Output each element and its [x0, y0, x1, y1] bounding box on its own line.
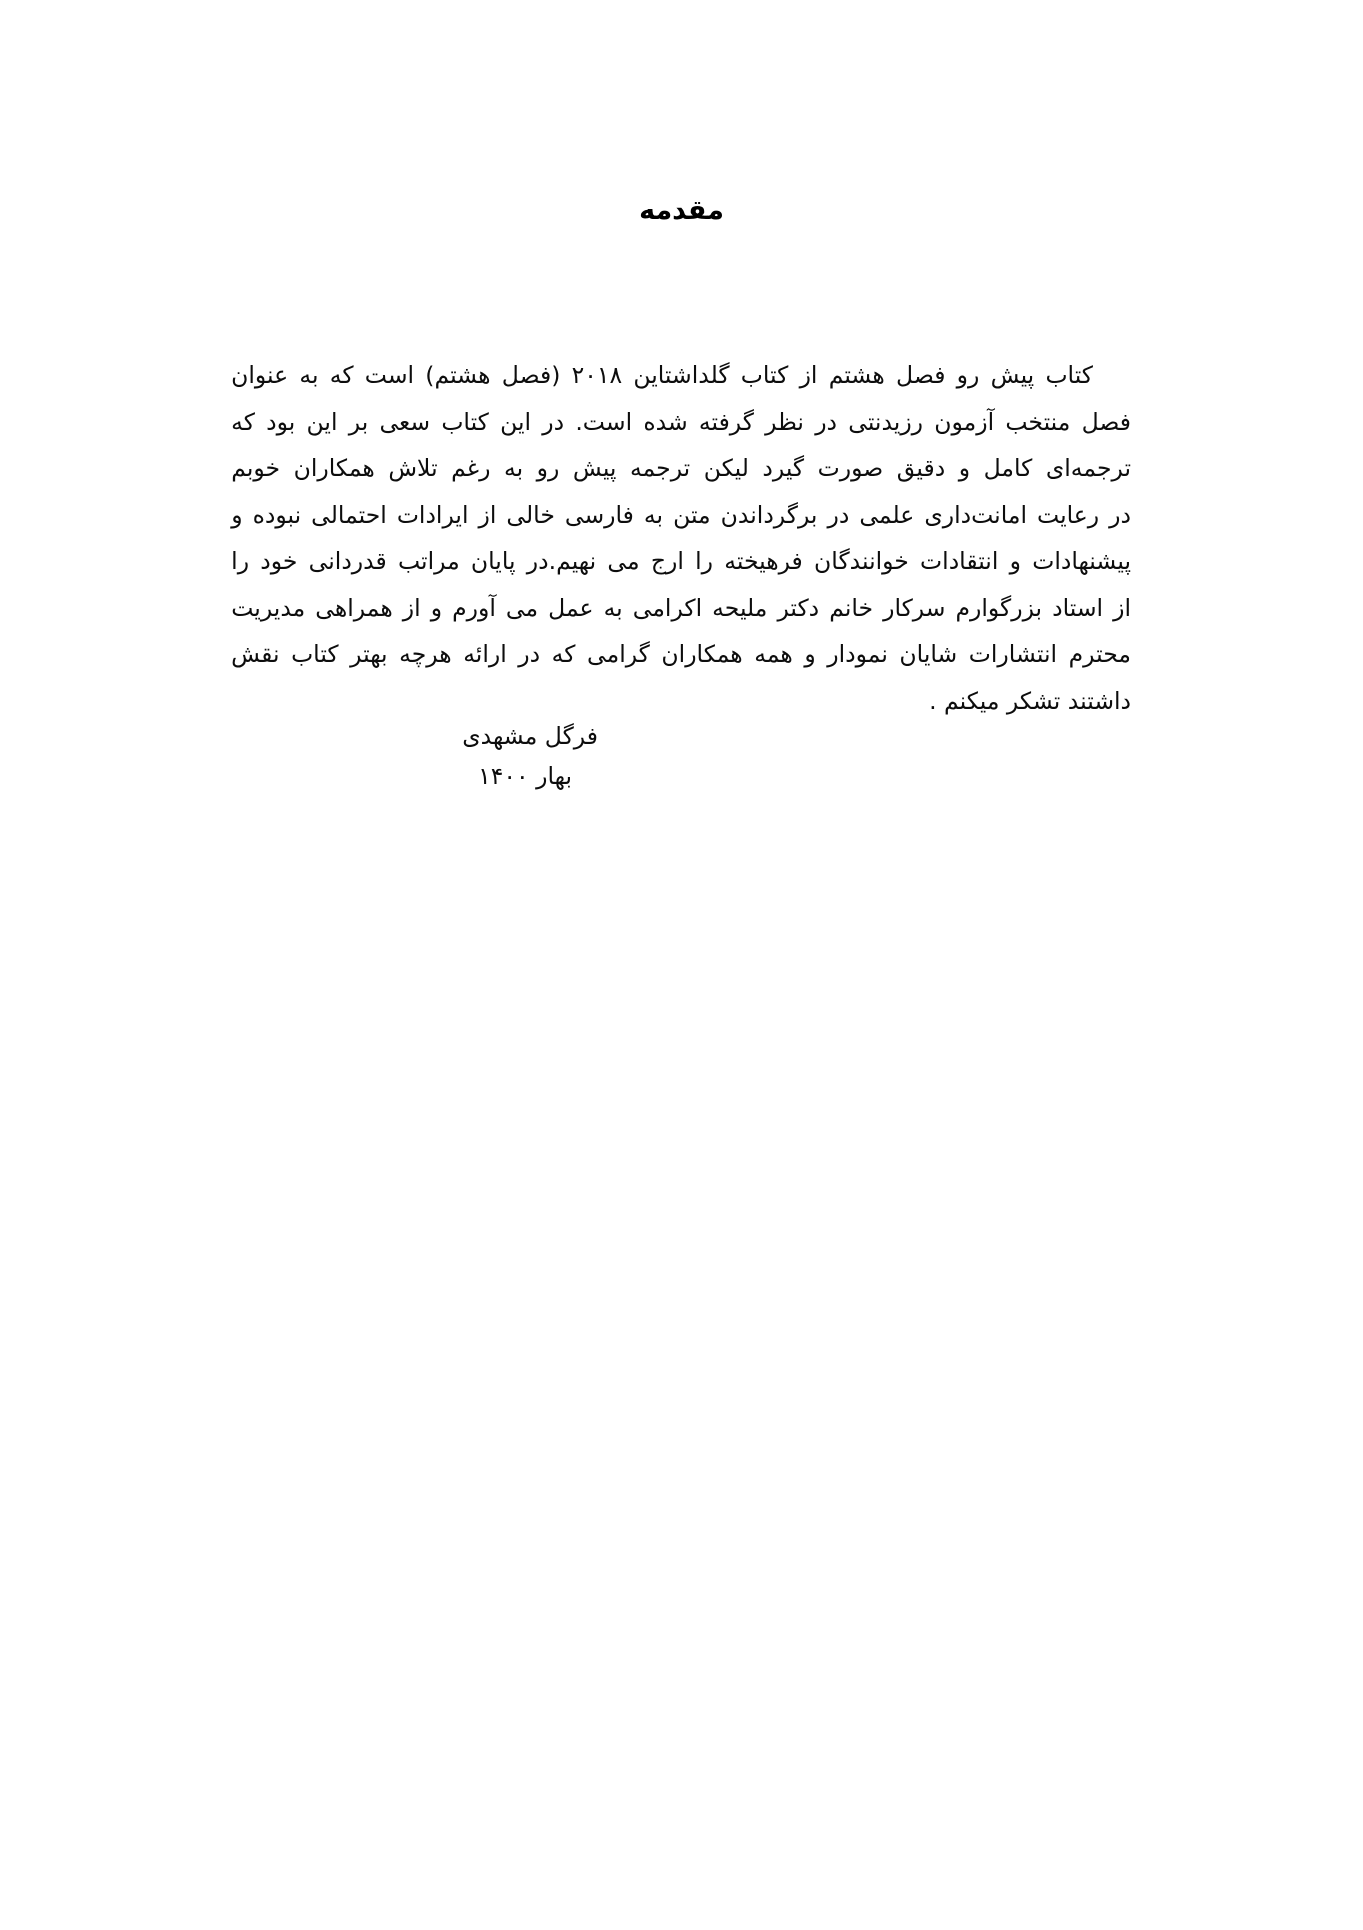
- paragraph-word: از: [402, 593, 421, 622]
- paragraph-word: و: [231, 500, 243, 529]
- paragraph-line: [231, 538, 1131, 585]
- paragraph-word: عنوان: [231, 361, 289, 389]
- paragraph-word: ملیحه: [712, 593, 768, 622]
- paragraph-word: است.: [575, 407, 633, 436]
- paragraph-word: و: [804, 640, 816, 668]
- paragraph-word: همکاران: [661, 640, 743, 668]
- paragraph-word: محترم: [1068, 640, 1131, 668]
- paragraph-word: برگرداندن: [720, 500, 818, 529]
- paragraph-word: خوبم: [231, 454, 281, 482]
- paragraph-word: ترجمه‌ای: [1045, 454, 1131, 482]
- paragraph-word: همکاران: [293, 454, 375, 482]
- paragraph-word: به: [643, 500, 664, 529]
- paragraph-word: کتاب: [291, 640, 339, 668]
- paragraph-word: اکرامی: [632, 593, 703, 622]
- paragraph-word: پیش: [572, 454, 617, 482]
- paragraph-word: سرکار: [883, 593, 946, 622]
- paragraph-word: در: [815, 407, 838, 436]
- paragraph-word: رو: [956, 361, 980, 389]
- paragraph-word: سعی: [379, 407, 431, 436]
- paragraph-word: خوانندگان: [814, 547, 909, 575]
- paragraph-word: نظر: [765, 407, 804, 436]
- paragraph-word: کتاب: [740, 361, 789, 389]
- paragraph-word: بهتر: [350, 640, 388, 668]
- paragraph-word: دقیق: [896, 454, 946, 482]
- paragraph-word: به: [603, 593, 623, 622]
- paragraph-word: خالی: [506, 500, 555, 529]
- paragraph-word: که: [551, 640, 576, 668]
- paragraph-word: از: [478, 500, 497, 529]
- paragraph-word: گرفته: [698, 407, 754, 436]
- paragraph-word: احتمالی: [311, 500, 387, 529]
- paragraph-word: خانم: [829, 593, 874, 622]
- paragraph-word: نقش: [231, 640, 280, 668]
- paragraph-word: فارسی: [564, 500, 634, 529]
- paragraph-word: دکتر: [777, 593, 820, 622]
- paragraph-word: در: [827, 500, 850, 529]
- paragraph-word: استاد: [1052, 593, 1104, 622]
- paragraph-word: تلاش: [388, 454, 438, 482]
- paragraph-word: پیشنهادات: [1032, 547, 1131, 575]
- signature-block: [462, 716, 598, 796]
- paragraph-word: بود: [266, 407, 296, 436]
- paragraph-word: فصل: [1081, 407, 1131, 436]
- paragraph-word: کامل: [983, 454, 1033, 482]
- paragraph-word: که: [231, 407, 255, 436]
- paragraph-word: از: [799, 361, 818, 389]
- paragraph-word: انتقادات: [920, 547, 999, 575]
- paragraph-word: شایان: [899, 640, 958, 668]
- paragraph-word: آزمون: [934, 407, 995, 436]
- paragraph-word: عمل: [548, 593, 594, 622]
- paragraph-word: امانت‌داری: [924, 500, 1027, 529]
- paragraph-word: می: [505, 593, 539, 622]
- paragraph-word: شده: [643, 407, 688, 436]
- paragraph-word: صورت: [817, 454, 884, 482]
- paragraph-word: هرچه: [399, 640, 452, 668]
- paragraph-word: نمودار: [827, 640, 888, 668]
- paragraph-word: منتخب: [1005, 407, 1071, 436]
- paragraph-line: [231, 631, 1131, 678]
- paragraph-line: [231, 352, 1131, 399]
- paragraph-word: در: [542, 407, 565, 436]
- paragraph-line: [231, 585, 1131, 632]
- paragraph-word: ارائه: [463, 640, 507, 668]
- paragraph-word: آورم: [452, 593, 496, 622]
- paragraph-word: است: [364, 361, 415, 389]
- paragraph-word: انتشارات: [968, 640, 1058, 668]
- paragraph-word: گرامی: [587, 640, 650, 668]
- paragraph-word: فرهیخته: [724, 547, 803, 575]
- paragraph-word: این: [500, 407, 532, 436]
- paragraph-word: این: [306, 407, 338, 436]
- preface-paragraph: [231, 352, 1131, 724]
- paragraph-word: به: [503, 454, 524, 482]
- paragraph-word: و: [1009, 547, 1021, 575]
- paragraph-word: علمی: [859, 500, 915, 529]
- paragraph-word: بزرگوارم: [955, 593, 1043, 622]
- paragraph-word: هشتم: [828, 361, 885, 389]
- paragraph-word: بر: [348, 407, 369, 436]
- paragraph-word: همراهی: [315, 593, 393, 622]
- paragraph-word: ۲۰۱۸: [571, 361, 623, 389]
- paragraph-word: قدردانی: [308, 547, 387, 575]
- paragraph-word: فصل: [896, 361, 946, 389]
- paragraph-word: رغم: [451, 454, 491, 482]
- paragraph-word: متن: [673, 500, 711, 529]
- paragraph-word: گیرد: [762, 454, 805, 482]
- paragraph-word: (فصل: [501, 361, 561, 389]
- paragraph-word: گلداشتاین: [633, 361, 730, 389]
- paragraph-line: [231, 399, 1131, 446]
- signature-author: فرگل مشهدی: [462, 722, 598, 750]
- paragraph-word: که: [329, 361, 354, 389]
- paragraph-word: را: [231, 547, 250, 575]
- paragraph-word: مدیریت: [231, 593, 306, 622]
- paragraph-word: پیش: [990, 361, 1035, 389]
- paragraph-word: رزیدنتی: [848, 407, 924, 436]
- paragraph-line: [231, 492, 1131, 539]
- paragraph-word: رو: [536, 454, 560, 482]
- paragraph-word: کتاب: [1045, 361, 1093, 389]
- paragraph-word: پایان: [470, 547, 516, 575]
- paragraph-word: نبوده: [252, 500, 302, 529]
- paragraph-word: و: [958, 454, 971, 482]
- paragraph-word: می: [607, 547, 640, 575]
- paragraph-word: را: [695, 547, 714, 575]
- page-title: مقدمه: [639, 195, 724, 226]
- paragraph-word: هشتم): [425, 361, 491, 389]
- paragraph-word: رعایت: [1037, 500, 1100, 529]
- paragraph-line: داشتند تشکر میکنم .: [929, 686, 1131, 715]
- paragraph-word: به: [299, 361, 319, 389]
- paragraph-word: در: [518, 640, 541, 668]
- paragraph-line: [231, 445, 1131, 492]
- paragraph-word: نهیم.در: [526, 547, 597, 575]
- paragraph-word: مراتب: [397, 547, 460, 575]
- paragraph-word: لیکن: [703, 454, 749, 482]
- paragraph-word: از: [1113, 593, 1131, 622]
- paragraph-word: ارج: [650, 547, 684, 575]
- signature-date: بهار ۱۴۰۰: [478, 762, 572, 790]
- paragraph-word: همه: [754, 640, 793, 668]
- paragraph-word: کتاب: [441, 407, 489, 436]
- paragraph-word: ایرادات: [396, 500, 469, 529]
- paragraph-word: و: [430, 593, 443, 622]
- paragraph-word: در: [1109, 500, 1131, 529]
- paragraph-word: خود: [260, 547, 298, 575]
- paragraph-word: ترجمه: [630, 454, 691, 482]
